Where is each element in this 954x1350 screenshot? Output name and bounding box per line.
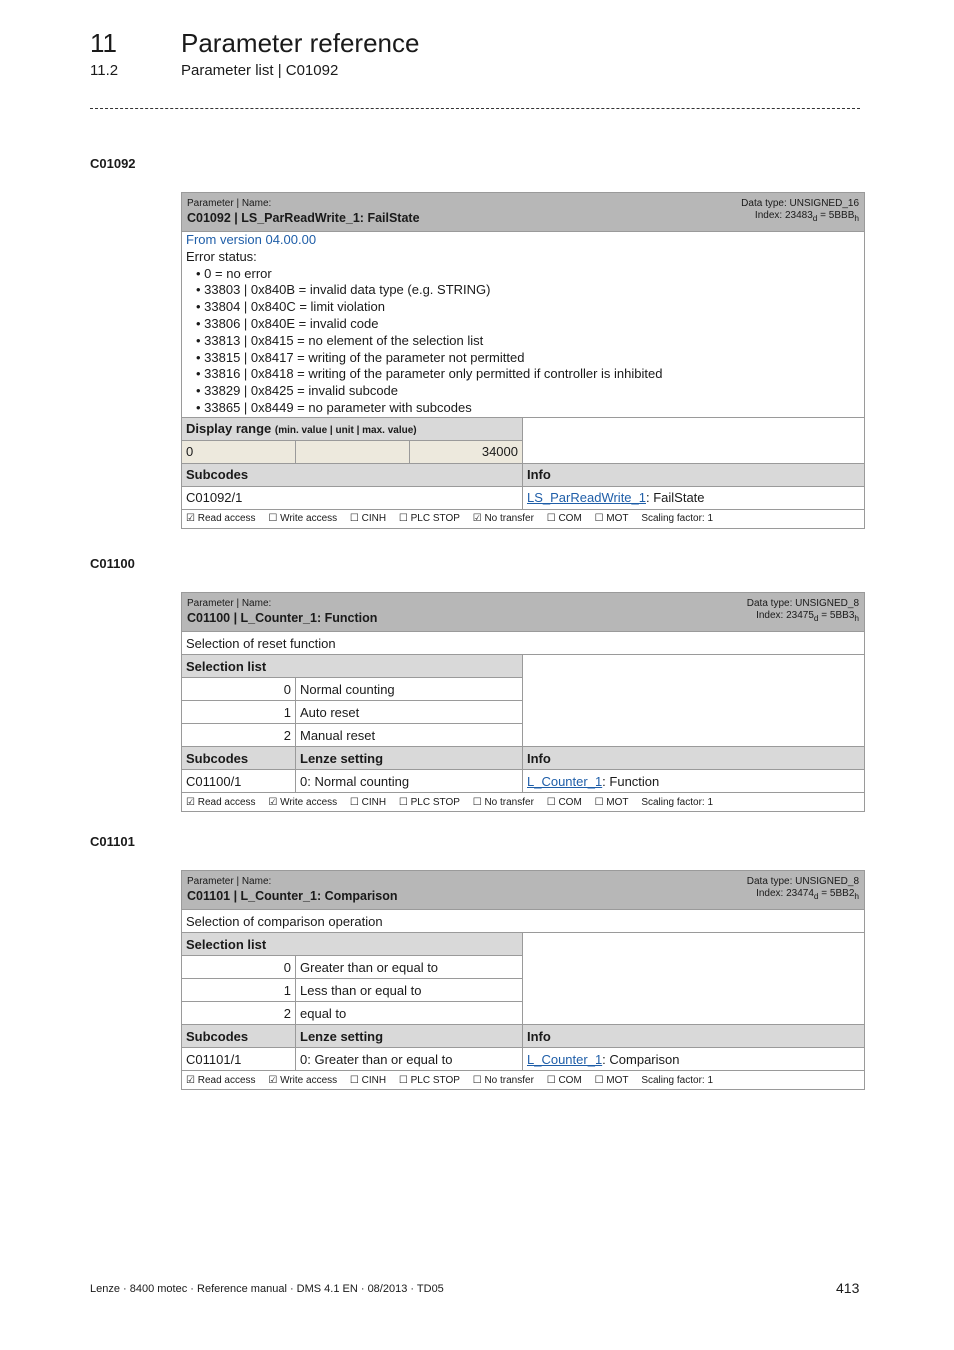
section-label-c01092: C01092 [90, 156, 136, 171]
flag-plc-stop: ☐ PLC STOP [398, 513, 460, 525]
subcode-value: C01092/1 [182, 486, 523, 509]
param-name: C01092 | LS_ParReadWrite_1: FailState [187, 211, 420, 225]
param-table-c01100 [181, 592, 865, 812]
param-table-c01101 [181, 870, 865, 1090]
param-description: Selection of reset function [182, 632, 865, 655]
selection-text: Normal counting [296, 678, 523, 701]
selection-list-header: Selection list [182, 655, 523, 678]
list-item: • 33865 | 0x8449 = no parameter with subcodes [186, 400, 860, 417]
section-title: Parameter list | C01092 [181, 62, 339, 79]
param-header [182, 193, 865, 232]
selection-value: 2 [182, 724, 296, 747]
selection-text: Auto reset [296, 701, 523, 724]
error-status-list [186, 266, 860, 417]
info-header: Info [523, 1025, 865, 1048]
access-flags [182, 793, 865, 812]
access-flags [182, 1071, 865, 1090]
flag-com: ☐ COM [546, 796, 582, 808]
header-divider [90, 108, 860, 109]
page-number: 413 [836, 1280, 860, 1296]
flag-cinh: ☐ CINH [349, 796, 387, 808]
selection-value: 0 [182, 956, 296, 979]
subcodes-header: Subcodes [182, 1025, 296, 1048]
subcodes-header: Subcodes [182, 747, 296, 770]
flag-plc-stop: ☐ PLC STOP [398, 796, 460, 808]
flag-mot: ☐ MOT [594, 796, 629, 808]
chapter-number: 11 [90, 28, 117, 58]
param-table-c01092 [181, 192, 865, 529]
range-unit [296, 440, 410, 463]
selection-value: 0 [182, 678, 296, 701]
data-type: Data type: UNSIGNED_16 [741, 198, 859, 209]
selection-text: Less than or equal to [296, 979, 523, 1002]
display-range-header: Display range (min. value | unit | max. value) [182, 417, 523, 440]
flag-write-access: ☑ Write access [268, 796, 338, 808]
section-number: 11.2 [90, 62, 119, 79]
empty-cell [523, 417, 865, 463]
list-item: • 0 = no error [186, 266, 860, 283]
chapter-title: Parameter reference [181, 28, 420, 58]
selection-list-header: Selection list [182, 933, 523, 956]
flag-plc-stop: ☐ PLC STOP [398, 1074, 460, 1086]
info-value: L_Counter_1: Comparison [523, 1048, 865, 1071]
param-description: Selection of comparison operation [182, 910, 865, 933]
lenze-setting-value: 0: Normal counting [296, 770, 523, 793]
scaling-factor: Scaling factor: 1 [641, 1074, 714, 1086]
list-item: • 33813 | 0x8415 = no element of the selection list [186, 333, 860, 350]
flag-write-access: ☐ Write access [268, 513, 338, 525]
data-type: Data type: UNSIGNED_8 [746, 876, 860, 887]
list-item: • 33804 | 0x840C = limit violation [186, 299, 860, 316]
lenze-setting-header: Lenze setting [296, 747, 523, 770]
flag-read-access: ☑ Read access [186, 513, 256, 525]
param-name: C01100 | L_Counter_1: Function [187, 611, 378, 625]
flag-com: ☐ COM [546, 513, 582, 525]
selection-text: equal to [296, 1002, 523, 1025]
param-header [182, 871, 865, 910]
info-header: Info [523, 747, 865, 770]
flag-read-access: ☑ Read access [186, 796, 256, 808]
param-header [182, 593, 865, 632]
info-value: LS_ParReadWrite_1: FailState [523, 486, 865, 509]
version-note: From version 04.00.00 [186, 232, 317, 247]
lenze-setting-value: 0: Greater than or equal to [296, 1048, 523, 1071]
subcode-value: C01100/1 [182, 770, 296, 793]
flag-write-access: ☑ Write access [268, 1074, 338, 1086]
list-item: • 33806 | 0x840E = invalid code [186, 316, 860, 333]
flag-mot: ☐ MOT [594, 513, 629, 525]
flag-mot: ☐ MOT [594, 1074, 629, 1086]
info-value: L_Counter_1: Function [523, 770, 865, 793]
list-item: • 33829 | 0x8425 = invalid subcode [186, 383, 860, 400]
selection-text: Greater than or equal to [296, 956, 523, 979]
param-label: Parameter | Name: [187, 598, 272, 609]
flag-com: ☐ COM [546, 1074, 582, 1086]
access-flags [182, 509, 865, 528]
section-label-c01101: C01101 [90, 834, 135, 849]
flag-cinh: ☐ CINH [349, 513, 387, 525]
list-item: • 33803 | 0x840B = invalid data type (e.g. STRING) [186, 282, 860, 299]
info-link[interactable]: L_Counter_1 [527, 773, 603, 789]
selection-value: 1 [182, 979, 296, 1002]
param-index: Index: $23475_d = 5BB3_h$ [756, 610, 860, 623]
flag-cinh: ☐ CINH [349, 1074, 387, 1086]
footer-text: Lenze · 8400 motec · Reference manual · DMS 4.1 EN · 08/2013 · TD05 [90, 1283, 444, 1295]
selection-value: 2 [182, 1002, 296, 1025]
range-min: 0 [182, 440, 296, 463]
range-max: 34000 [410, 440, 523, 463]
selection-value: 1 [182, 701, 296, 724]
param-index: Index: $23474_d = 5BB2_h$ [756, 888, 860, 901]
info-link[interactable]: LS_ParReadWrite_1 [527, 490, 646, 506]
empty-cell [523, 933, 865, 1025]
info-header: Info [523, 463, 865, 486]
param-name: C01101 | L_Counter_1: Comparison [187, 889, 398, 903]
scaling-factor: Scaling factor: 1 [641, 796, 714, 808]
empty-cell [523, 655, 865, 747]
info-link[interactable]: L_Counter_1 [527, 1051, 603, 1067]
lenze-setting-header: Lenze setting [296, 1025, 523, 1048]
section-label-c01100: C01100 [90, 556, 135, 571]
selection-text: Manual reset [296, 724, 523, 747]
scaling-factor: Scaling factor: 1 [641, 513, 714, 525]
param-label: Parameter | Name: [187, 876, 272, 887]
flag-read-access: ☑ Read access [186, 1074, 256, 1086]
flag-no-transfer: ☑ No transfer [472, 513, 534, 525]
param-label: Parameter | Name: [187, 198, 272, 209]
param-description [182, 232, 865, 418]
description-text: Error status: [186, 248, 257, 264]
subcode-value: C01101/1 [182, 1048, 296, 1071]
list-item: • 33816 | 0x8418 = writing of the parameter only permitted if controller is inhibited [186, 366, 860, 383]
flag-no-transfer: ☐ No transfer [472, 796, 534, 808]
data-type: Data type: UNSIGNED_8 [746, 598, 860, 609]
flag-no-transfer: ☐ No transfer [472, 1074, 534, 1086]
list-item: • 33815 | 0x8417 = writing of the parameter not permitted [186, 350, 860, 367]
subcodes-header: Subcodes [182, 463, 523, 486]
param-index: Index: $23483_d = 5BBB_h$ [754, 210, 859, 223]
